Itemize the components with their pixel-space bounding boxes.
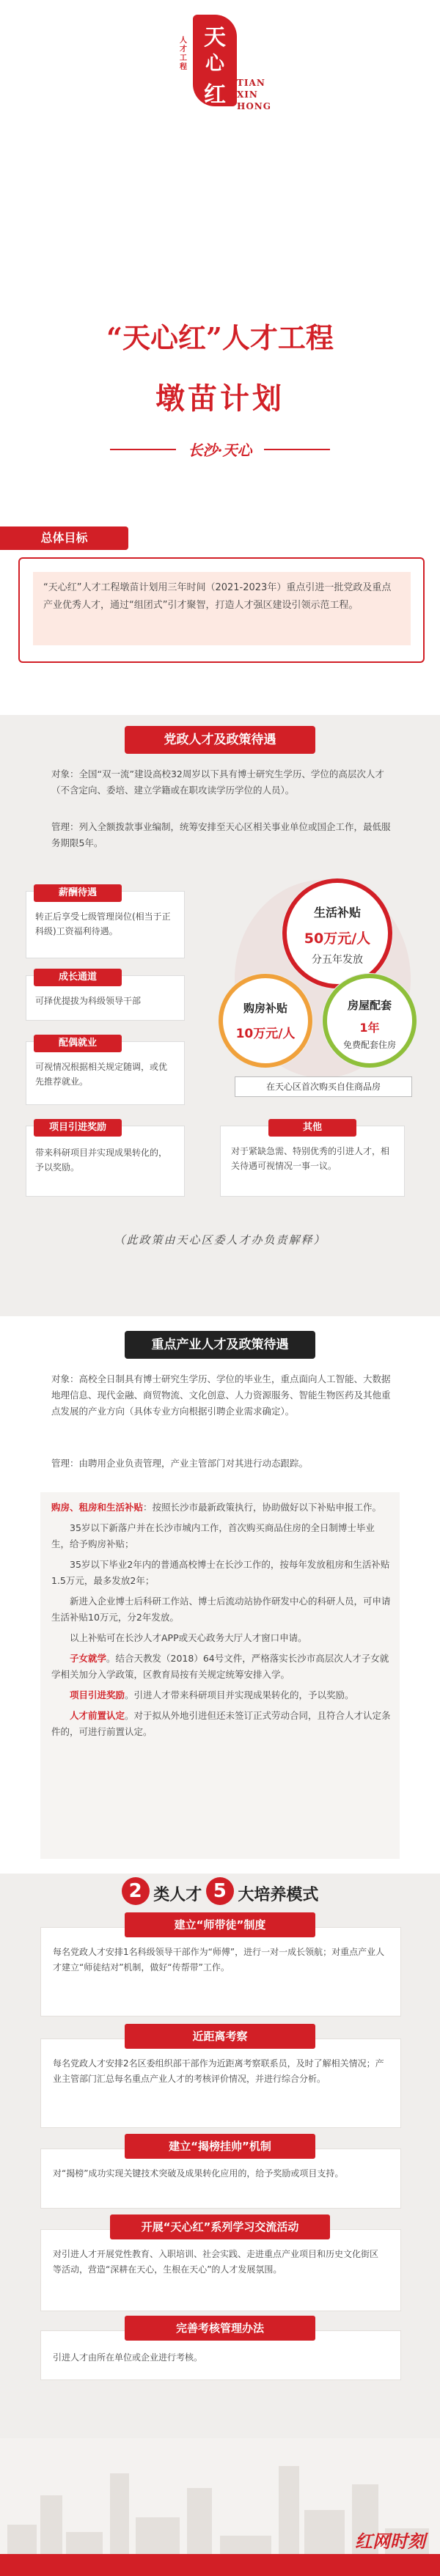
section1-p1: 对象：全国“双一流”建设高校32周岁以下具有博士研究生学历、学位的高层次人才（不含定向、委培、建立学籍或在职攻读学历学位的人员）。 [51,768,384,796]
mode-text-4: 对引进人才开展党性教育、入职培训、社会实践、走进重点产业项目和历史文化街区等活动，营造“深耕在天心，生根在天心”的人才发展氛围。 [53,2249,379,2275]
item-3-text: 新进入企业博士后科研工作站、博士后流动站协作研发中心的科研人员，可申请生活补贴10万元，分2年发放。 [51,1596,391,1623]
item-6-head: 项目引进奖励 [70,1689,125,1700]
item-5-text: 。结合天教发（2018）64号文件，严格落实长沙市高层次人才子女就学相关加分入学政策，区教育局按有关规定统筹安排入学。 [51,1653,389,1680]
modes-heading [0,1877,440,1905]
logo-en-2: XIN [237,89,258,100]
box-growth-text: 可择优提拔为科级领导干部 [35,996,142,1006]
circle-support-amount: 1年 [359,1021,380,1035]
section1-p2: 管理：列入全额拨款事业编制，统筹安排至天心区相关事业单位或国企工作，最低服务期限5年。 [51,821,391,848]
circle-support-title: 房屋配套 [347,999,392,1012]
circle-housing-title: 购房补贴 [243,1002,287,1015]
logo-small-text: 人才工程 [180,37,187,71]
box-other-text: 对于紧缺急需、特别优秀的引进人才，相关待遇可视情况一事一议。 [231,1146,390,1171]
circle-living-note: 分五年发放 [312,954,363,966]
modes-num-5: 5 [206,1877,234,1905]
box-project-title: 项目引进奖励 [34,1119,122,1137]
box-growth [26,972,185,1021]
logo-char-1: 天 [204,25,226,51]
box-salary-title: 薪酬待遇 [34,884,122,902]
section1-footnote: （此政策由天心区委人才办负责解释） [114,1233,326,1247]
item-5-head: 子女就学 [70,1653,107,1664]
goal-box [33,572,411,645]
modes-heading-b: 类人才 [153,1886,202,1904]
circle-living-title: 生活补贴 [313,906,361,920]
skyline-footer [0,2438,440,2576]
goal-text: “天心红”人才工程墩苗计划用三年时间（2021-2023年）重点引进一批党政及重点产业优秀人才，通过“组团式”引才聚智，打造人才强区建设引领示范工程。 [43,582,392,611]
mode-title-3: 建立“揭榜挂帅”机制 [125,2134,315,2159]
mode-text-5: 引进人才由所在单位或企业进行考核。 [53,2352,203,2363]
mode-title-1: 建立“师带徒”制度 [125,1912,315,1937]
mode-title-2: 近距离考察 [125,2024,315,2049]
page-title: “天心红”人才工程 [106,321,334,354]
item-7-text: 。对于拟从外地引进但还未签订正式劳动合同，且符合人才认定条件的，可进行前置认定。 [51,1710,391,1737]
box-project [26,1122,185,1197]
logo-char-3: 红 [204,82,226,108]
circle-housing-support [323,974,417,1068]
logo-char-2: 心 [205,53,224,75]
page-subtitle: 墩苗计划 [155,381,285,416]
section2-title: 重点产业人才及政策待遇 [125,1331,315,1359]
logo [180,15,272,125]
section2-p1: 对象：高校全日制具有博士研究生学历、学位的毕业生，重点面向人工智能、大数据地理信息、现代金融、商贸物流、文化创意、人力资源服务、智能生物医药及其他重点发展的产业方向（具体专业方向根据引聘企业需求确定）。 [51,1373,391,1417]
mode-text-1: 每名党政人才安排1名科级领导干部作为“师傅”，进行一对一成长领航；对重点产业人才建立“师徒结对”机制，做好“传帮带”工作。 [53,1947,385,1973]
logo-en-3: HONG [237,101,272,111]
item-1-text: 35岁以下新落户并在长沙市城内工作，首次购买商品住房的全日制博士毕业生，给予购房补贴； [51,1522,375,1549]
box-other-title: 其他 [268,1119,356,1137]
circle-support-note: 免费配套住房 [342,1040,396,1050]
box-project-text: 带来科研项目并实现成果转化的，予以奖励。 [35,1148,168,1173]
item-7-head: 人才前置认定 [70,1710,125,1721]
logo-mark [193,15,237,106]
item-4-text: 以上补贴可在长沙人才APP或天心政务大厅人才窗口申请。 [70,1632,307,1643]
section2-p2: 管理：由聘用企业负责管理，产业主管部门对其进行动态跟踪。 [51,1458,309,1469]
box-other [220,1122,405,1197]
item-6-text: 。引进人才带来科研项目并实现成果转化的，予以奖励。 [125,1689,354,1700]
section2-items [51,1500,392,1740]
box-spouse-title: 配偶就业 [34,1035,122,1052]
watermark: 红网时刻 [355,2531,425,2552]
item-0-text: ：按照长沙市最新政策执行，协助做好以下补贴申报工作。 [143,1502,382,1513]
circle-living-amount: 50万元/人 [304,931,371,947]
mode-title-4: 开展“天心红”系列学习交流活动 [110,2214,330,2239]
circle-living-subsidy [282,878,392,988]
circle-housing-subsidy [219,974,312,1068]
item-0-head: 购房、租房和生活补贴 [51,1502,144,1513]
mode-text-3: 对“揭榜”成功实现关键技术突破及成果转化应用的，给予奖励或项目支持。 [53,2168,344,2179]
modes-num-2: 2 [122,1877,150,1905]
place-label: 长沙·天心 [188,441,252,459]
goal-label: 总体目标 [0,526,128,550]
box-spouse [26,1038,185,1105]
mode-text-2: 每名党政人才安排2名区委组织部干部作为近距离考察联系员，及时了解相关情况；产业主管部门汇总每名重点产业人才的考核评价情况，并进行综合分析。 [53,2058,384,2084]
box-salary-text: 转正后享受七级管理岗位(相当于正科级)工资福利待遇。 [35,911,171,936]
modes-heading-d: 大培养模式 [238,1886,319,1904]
circle-caption: 在天心区首次购买自住商品房 [235,1076,412,1097]
logo-en-1: TIAN [237,78,265,88]
footer-band [0,2554,440,2576]
box-spouse-text: 可视情况根据相关规定随调，或优先推荐就业。 [35,1062,168,1087]
item-2-text: 35岁以下毕业2年内的普通高校博士在长沙工作的，按每年发放租房和生活补贴1.5万元，最多发放2年； [51,1559,390,1586]
section1-title: 党政人才及政策待遇 [125,726,315,754]
box-salary [26,887,185,958]
box-growth-title: 成长通道 [34,969,122,986]
mode-title-5: 完善考核管理办法 [125,2316,315,2341]
circle-housing-amount: 10万元/人 [235,1027,296,1041]
